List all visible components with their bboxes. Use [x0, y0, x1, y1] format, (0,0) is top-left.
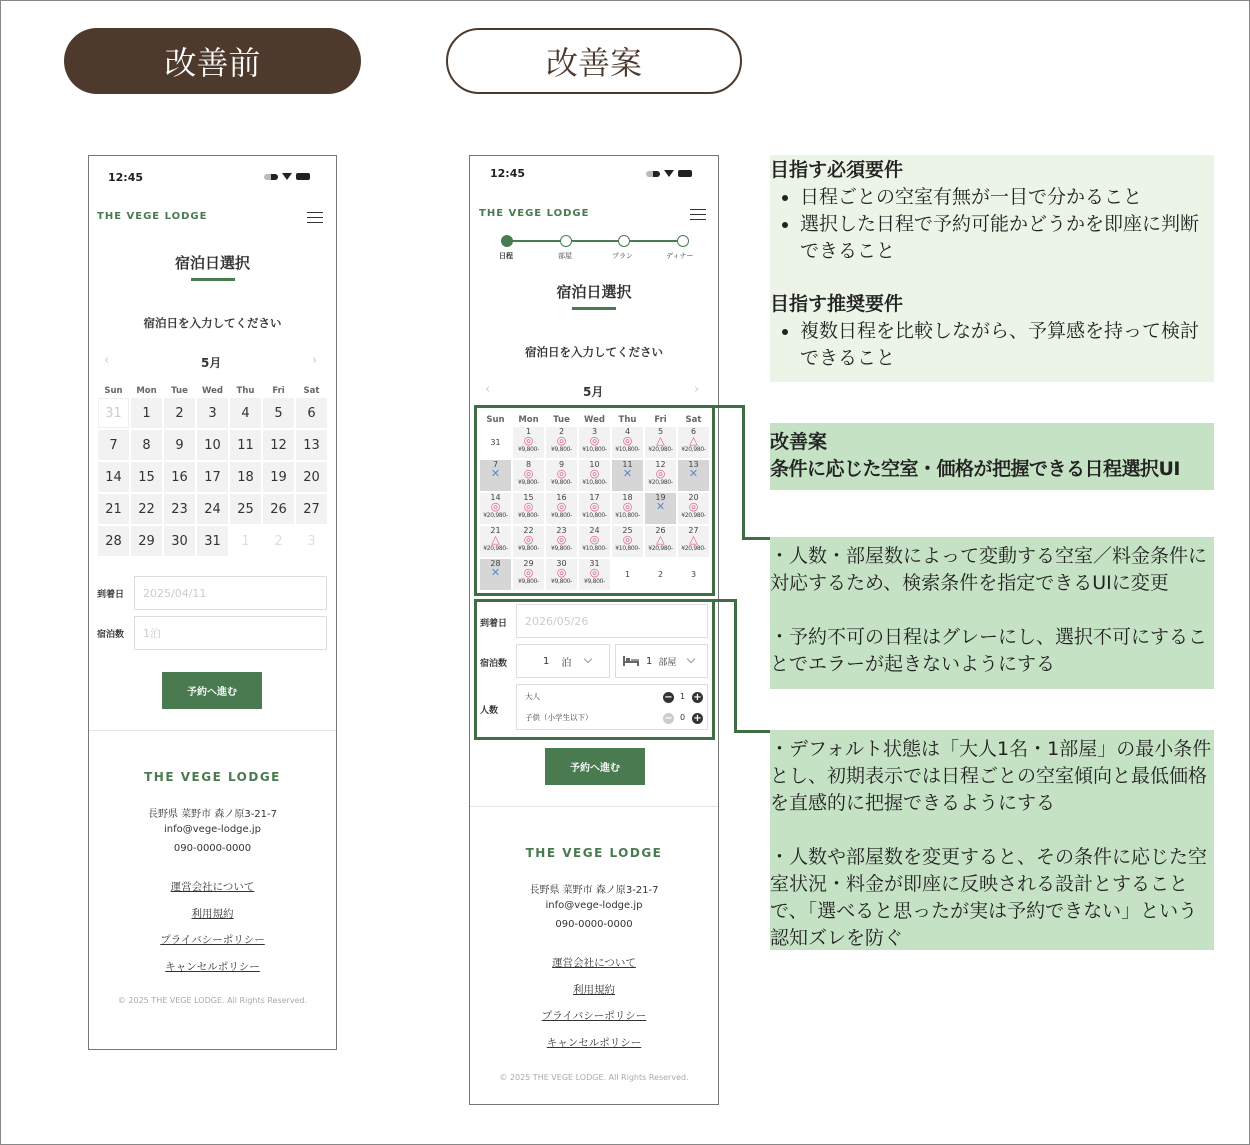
calendar-note-2: ・予約不可の日程はグレーにし、選択不可にすることでエラーが起きないようにする: [770, 626, 1208, 675]
calendar-day[interactable]: 13: [296, 430, 327, 460]
day-price: ¥9,800-: [517, 578, 540, 585]
calendar-day[interactable]: 22: [131, 494, 162, 524]
day-price: ¥9,800-: [517, 545, 540, 552]
weekday-header: Tue: [553, 415, 570, 425]
arrival-date-input[interactable]: 2025/04/11: [134, 576, 327, 610]
footer-email[interactable]: info@vege-lodge.jp: [164, 824, 261, 835]
day-number: 28: [490, 559, 501, 568]
weekday-header: Sat: [685, 415, 702, 425]
calendar-note-1: ・人数・部屋数によって変動する空室／料金条件に対応するため、検索条件を指定できるUIに変更: [770, 545, 1208, 594]
day-price: ¥9,800-: [583, 578, 606, 585]
calendar-day[interactable]: 16: [164, 462, 195, 492]
connector-line: [742, 405, 745, 540]
day-number: 23: [556, 526, 567, 535]
requirements-note: [770, 155, 1214, 382]
next-month-icon[interactable]: ›: [312, 353, 318, 368]
day-number: 27: [688, 526, 699, 535]
day-number: 2: [657, 570, 664, 579]
site-logo[interactable]: THE VEGE LODGE: [97, 211, 208, 222]
nights-value: 1: [543, 655, 550, 667]
calendar-day[interactable]: 15: [131, 462, 162, 492]
current-month: 5月: [201, 356, 222, 370]
footer-address: 長野県 菜野市 森ノ原3-21-7: [529, 885, 659, 896]
unavailable-cross-icon: ✕: [655, 500, 666, 513]
footer-logo: THE VEGE LODGE: [144, 770, 281, 784]
weekday-header: Thu: [236, 386, 255, 396]
day-price: ¥20,980-: [483, 512, 508, 519]
available-circle-icon: ◎: [622, 500, 633, 513]
available-circle-icon: ◎: [523, 434, 534, 447]
proposal-title: 改善案: [770, 431, 828, 453]
day-price: ¥9,800-: [517, 479, 540, 486]
next-month-icon[interactable]: ›: [694, 382, 700, 397]
nights-label: 宿泊数: [480, 659, 508, 669]
day-number: 4: [624, 427, 631, 436]
available-circle-icon: ◎: [556, 533, 567, 546]
available-circle-icon: ◎: [556, 566, 567, 579]
available-circle-icon: ◎: [589, 566, 600, 579]
status-time: 12:45: [108, 171, 144, 184]
available-circle-icon: ◎: [523, 500, 534, 513]
rooms-unit: 部屋: [658, 657, 677, 668]
instruction-text: 宿泊日を入力してください: [143, 316, 282, 330]
available-circle-icon: ◎: [589, 500, 600, 513]
arrival-label: 到着日: [97, 590, 125, 600]
day-price: ¥9,800-: [550, 446, 573, 453]
footer-link-cancel[interactable]: キャンセルポリシー: [546, 1037, 642, 1049]
step-label-dates: 日程: [499, 252, 513, 260]
day-price: ¥10,800-: [582, 446, 607, 453]
day-number: 17: [589, 493, 600, 502]
day-number: 11: [622, 460, 633, 469]
form-highlight-box: [474, 599, 715, 740]
day-price: ¥10,800-: [615, 512, 640, 519]
status-icons: [646, 170, 692, 177]
day-number: 5: [657, 427, 664, 436]
connector-line: [742, 537, 770, 540]
title-underline: [191, 278, 235, 281]
footer-copyright: © 2025 THE VEGE LODGE. All Rights Reserved.: [499, 1073, 689, 1082]
day-number: 30: [556, 559, 567, 568]
connector-line: [715, 405, 745, 408]
hamburger-menu-icon[interactable]: [307, 212, 323, 223]
day-number: 12: [655, 460, 666, 469]
after-label: 改善案: [446, 28, 742, 94]
hamburger-menu-icon[interactable]: [690, 209, 706, 220]
step-progress-line: [507, 240, 683, 242]
day-number: 3: [690, 570, 697, 579]
battery-icon: [296, 173, 310, 180]
day-number: 29: [523, 559, 534, 568]
few-left-triangle-icon: △: [656, 533, 665, 546]
day-price: ¥20,980-: [681, 446, 706, 453]
calendar-day[interactable]: 9: [164, 430, 195, 460]
weekday-header: Sun: [486, 415, 505, 425]
footer-logo: THE VEGE LODGE: [525, 846, 663, 860]
calendar-day: 1: [230, 526, 261, 556]
footer-divider: [89, 730, 336, 731]
calendar-day[interactable]: 3: [197, 398, 228, 428]
day-number: 24: [589, 526, 600, 535]
day-number: 8: [525, 460, 532, 469]
prev-month-icon[interactable]: ‹: [485, 382, 491, 397]
day-number: 31: [490, 438, 501, 447]
day-number: 26: [655, 526, 666, 535]
calendar-day[interactable]: 1: [131, 398, 162, 428]
calendar-day[interactable]: 8: [131, 430, 162, 460]
before-phone-screen: [88, 155, 337, 1050]
calendar-day[interactable]: 18: [230, 462, 261, 492]
people-label: 人数: [480, 706, 499, 716]
signal-icon: [264, 174, 278, 180]
list-item: • 日程ごとの空室有無が一目で分かること: [800, 184, 1206, 211]
day-number: 25: [622, 526, 633, 535]
day-number: 18: [622, 493, 633, 502]
day-price: ¥9,800-: [550, 578, 573, 585]
footer-link-cancel[interactable]: キャンセルポリシー: [165, 961, 260, 973]
step-dot-dinner: [677, 235, 689, 247]
calendar-day[interactable]: 25: [230, 494, 261, 524]
list-item: • 選択した日程で予約可能かどうかを即座に判断できること: [800, 211, 1206, 265]
nights-input[interactable]: 1泊: [134, 616, 327, 650]
day-price: ¥10,800-: [615, 446, 640, 453]
page-title: 宿泊日選択: [556, 283, 632, 301]
weekday-header: Sun: [104, 386, 123, 396]
weekday-header: Thu: [618, 415, 637, 425]
adult-label: 大人: [525, 692, 540, 701]
day-price: ¥20,980-: [648, 545, 673, 552]
weekday-header: Tue: [171, 386, 188, 396]
recommended-title: 目指す推奨要件: [770, 293, 904, 315]
few-left-triangle-icon: △: [491, 533, 500, 546]
available-circle-icon: ◎: [556, 467, 567, 480]
day-number: 13: [688, 460, 699, 469]
footer-link-company[interactable]: 運営会社について: [170, 881, 255, 893]
available-circle-icon: ◎: [622, 533, 633, 546]
calendar-day[interactable]: 10: [197, 430, 228, 460]
calendar-day[interactable]: 24: [197, 494, 228, 524]
before-label: 改善前: [64, 28, 361, 94]
unavailable-cross-icon: ✕: [622, 467, 633, 480]
adult-minus-icon[interactable]: −: [664, 691, 673, 703]
calendar-day[interactable]: 7: [98, 430, 129, 460]
nights-unit: 泊: [561, 657, 572, 669]
step-label-room: 部屋: [558, 252, 572, 260]
footer-link-terms[interactable]: 利用規約: [573, 984, 615, 996]
day-number: 2: [558, 427, 565, 436]
calendar-day[interactable]: 28: [98, 526, 129, 556]
weekday-header: Wed: [202, 386, 223, 396]
form-note-1: ・デフォルト状態は「大人1名・1部屋」の最小条件とし、初期表示では日程ごとの空室傾向と最低価格を直感的に把握できるようにする: [770, 738, 1212, 814]
required-title: 目指す必須要件: [770, 159, 904, 181]
calendar-day: 31: [98, 398, 129, 428]
available-circle-icon: ◎: [655, 467, 666, 480]
calendar-day[interactable]: 31: [197, 526, 228, 556]
day-price: ¥9,800-: [517, 512, 540, 519]
calendar-day[interactable]: 29: [131, 526, 162, 556]
day-price: ¥10,800-: [582, 545, 607, 552]
footer-link-terms[interactable]: 利用規約: [191, 908, 234, 920]
few-left-triangle-icon: △: [689, 533, 698, 546]
arrival-date-input[interactable]: 2026/05/26: [516, 604, 708, 638]
day-number: 9: [558, 460, 565, 469]
day-number: 3: [591, 427, 598, 436]
calendar-day: 2: [263, 526, 294, 556]
page-title: 宿泊日選択: [174, 254, 250, 272]
weekday-header: Sat: [303, 386, 320, 396]
connector-line: [734, 730, 770, 733]
available-circle-icon: ◎: [523, 467, 534, 480]
available-circle-icon: ◎: [556, 500, 567, 513]
calendar-day: 3: [296, 526, 327, 556]
form-explanation-note: [770, 730, 1214, 950]
few-left-triangle-icon: △: [689, 434, 698, 447]
calendar-day[interactable]: 26: [263, 494, 294, 524]
weekday-header: Mon: [136, 386, 157, 396]
child-count: 0: [680, 713, 686, 722]
required-list: [770, 184, 1206, 265]
weekday-header: Fri: [654, 415, 667, 425]
step-dot-plan: [618, 235, 630, 247]
calendar-day[interactable]: 27: [296, 494, 327, 524]
footer-link-company[interactable]: 運営会社について: [552, 957, 636, 969]
wifi-icon: [664, 170, 674, 177]
day-number: 14: [490, 493, 501, 502]
day-price: ¥20,980-: [648, 479, 673, 486]
day-price: ¥9,800-: [550, 512, 573, 519]
weekday-header: Wed: [584, 415, 605, 425]
day-number: 10: [589, 460, 600, 469]
available-circle-icon: ◎: [589, 467, 600, 480]
few-left-triangle-icon: △: [656, 434, 665, 447]
calendar-day[interactable]: 21: [98, 494, 129, 524]
list-item: • 複数日程を比較しながら、予算感を持って検討できること: [800, 318, 1206, 372]
step-dot-dates: [501, 235, 513, 247]
connector-line: [734, 599, 737, 733]
step-label-dinner: ディナー: [666, 252, 694, 260]
calendar-explanation-note: [770, 537, 1214, 689]
footer-address: 長野県 菜野市 森ノ原3-21-7: [147, 809, 278, 820]
footer-link-privacy[interactable]: プライバシーポリシー: [541, 1010, 647, 1022]
day-price: ¥20,980-: [681, 545, 706, 552]
instruction-text: 宿泊日を入力してください: [525, 345, 663, 359]
day-price: ¥20,980-: [648, 446, 673, 453]
step-dot-room: [560, 235, 572, 247]
calendar-day[interactable]: 19: [263, 462, 294, 492]
day-number: 7: [492, 460, 499, 469]
day-price: ¥10,800-: [582, 479, 607, 486]
calendar-highlight-box: [474, 405, 715, 596]
footer-copyright: © 2025 THE VEGE LODGE. All Rights Reserved.: [117, 996, 308, 1005]
battery-icon: [678, 170, 692, 177]
footer-phone[interactable]: 090-0000-0000: [555, 919, 633, 930]
site-logo[interactable]: THE VEGE LODGE: [479, 208, 590, 219]
adult-plus-icon[interactable]: +: [693, 691, 702, 703]
available-circle-icon: ◎: [688, 500, 699, 513]
available-circle-icon: ◎: [622, 434, 633, 447]
day-price: ¥9,800-: [550, 479, 573, 486]
calendar-grid: [98, 386, 327, 556]
wifi-icon: [282, 173, 292, 180]
status-icons: [264, 173, 310, 180]
signal-icon: [646, 171, 660, 177]
day-price: ¥9,800-: [517, 446, 540, 453]
proceed-button[interactable]: 予約へ進む: [162, 672, 262, 709]
day-number: 20: [688, 493, 699, 502]
day-price: ¥9,800-: [550, 545, 573, 552]
day-number: 1: [624, 570, 631, 579]
step-label-plan: プラン: [612, 252, 633, 260]
recommended-list: [770, 318, 1206, 372]
calendar-day[interactable]: 2: [164, 398, 195, 428]
proposal-heading-note: [770, 423, 1214, 490]
calendar-day[interactable]: 20: [296, 462, 327, 492]
status-time: 12:45: [490, 167, 526, 180]
day-number: 1: [525, 427, 532, 436]
proposal-subtitle: 条件に応じた空室・価格が把握できる日程選択UI: [770, 458, 1180, 480]
calendar-day[interactable]: 30: [164, 526, 195, 556]
available-circle-icon: ◎: [589, 533, 600, 546]
day-price: ¥20,980-: [483, 545, 508, 552]
available-circle-icon: ◎: [523, 533, 534, 546]
day-number: 16: [556, 493, 567, 502]
day-number: 22: [523, 526, 534, 535]
day-price: ¥10,800-: [615, 545, 640, 552]
day-number: 31: [589, 559, 600, 568]
calendar-day[interactable]: 4: [230, 398, 261, 428]
available-circle-icon: ◎: [589, 434, 600, 447]
child-label: 子供（小学生以下）: [525, 713, 593, 722]
current-month: 5月: [583, 385, 604, 399]
calendar-day[interactable]: 23: [164, 494, 195, 524]
calendar-day[interactable]: 17: [197, 462, 228, 492]
day-number: 19: [655, 493, 666, 502]
calendar-day[interactable]: 5: [263, 398, 294, 428]
day-number: 21: [490, 526, 501, 535]
proceed-button[interactable]: 予約へ進む: [545, 748, 645, 785]
calendar-day[interactable]: 11: [230, 430, 261, 460]
day-price: ¥20,980-: [681, 512, 706, 519]
rooms-value: 1: [646, 655, 653, 667]
footer-link-privacy[interactable]: プライバシーポリシー: [160, 934, 265, 946]
title-underline: [572, 307, 616, 310]
nights-label: 宿泊数: [97, 630, 125, 640]
available-circle-icon: ◎: [523, 566, 534, 579]
prev-month-icon[interactable]: ‹: [104, 353, 110, 368]
calendar-day[interactable]: 14: [98, 462, 129, 492]
arrival-label: 到着日: [480, 619, 508, 629]
day-price: ¥10,800-: [582, 512, 607, 519]
weekday-header: Mon: [518, 415, 539, 425]
child-minus-icon[interactable]: −: [664, 712, 673, 724]
weekday-header: Fri: [272, 386, 285, 396]
calendar-day[interactable]: 6: [296, 398, 327, 428]
available-circle-icon: ◎: [556, 434, 567, 447]
form-note-2: ・人数や部屋数を変更すると、その条件に応じた空室状況・料金が即座に反映される設計とすることで、「選べると思ったが実は予約できない」という認知ズレを防ぐ: [770, 846, 1208, 949]
unavailable-cross-icon: ✕: [688, 467, 699, 480]
unavailable-cross-icon: ✕: [490, 467, 501, 480]
unavailable-cross-icon: ✕: [490, 566, 501, 579]
day-number: 6: [690, 427, 697, 436]
footer-phone[interactable]: 090-0000-0000: [173, 843, 252, 854]
child-plus-icon[interactable]: +: [693, 712, 702, 724]
footer-email[interactable]: info@vege-lodge.jp: [545, 900, 643, 911]
calendar-day[interactable]: 12: [263, 430, 294, 460]
adult-count: 1: [680, 692, 686, 701]
available-circle-icon: ◎: [490, 500, 501, 513]
footer-divider: [470, 806, 718, 807]
day-number: 15: [523, 493, 534, 502]
